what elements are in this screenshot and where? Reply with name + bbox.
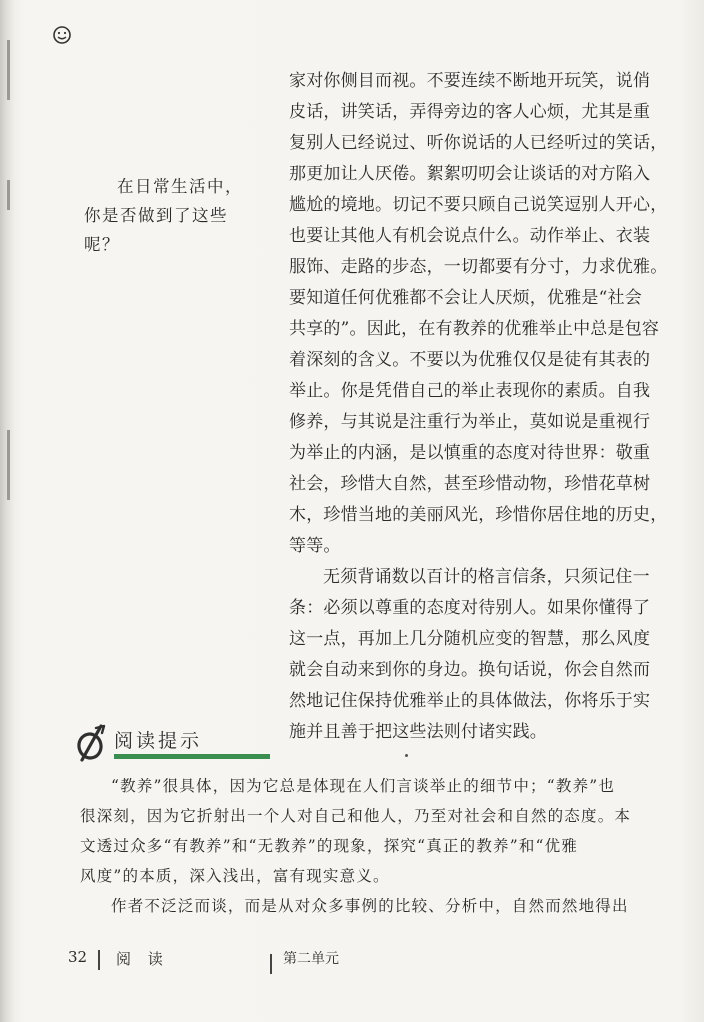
body-line: 这一点，再加上几分随机应变的智慧，那么风度: [289, 629, 651, 649]
body-line: 共享的”。因此，在有教养的优雅举止中总是包容: [289, 319, 660, 339]
body-line: 条：必须以尊重的态度对待别人。如果你懂得了: [289, 598, 651, 618]
body-line: 然地记住保持优雅举止的具体做法，你将乐于实: [289, 691, 651, 711]
reading-hint-icon: [74, 722, 108, 764]
body-line: 为举止的内涵，是以慎重的态度对待世界：敬重: [289, 443, 651, 463]
body-line: 那更加让人厌倦。絮絮叨叨会让谈话的对方陷入: [289, 164, 651, 184]
body-line: 举止。你是凭借自己的举止表现你的素质。自我: [289, 381, 651, 401]
book-name: 阅 读: [116, 950, 169, 968]
binding-mark: [7, 40, 10, 100]
main-body-text: [289, 66, 668, 748]
page-number: 32: [68, 948, 88, 966]
reading-hint-underline: [114, 754, 270, 759]
hint-line: 作者不泛泛而谈，而是从对众多事例的比较、分析中，自然而然地得出: [111, 897, 629, 915]
reading-hint-title: 阅读提示: [114, 730, 203, 752]
hint-line: 文透过众多“有教养”和“无教养”的现象，探究“真正的教养”和“优雅: [80, 837, 579, 855]
body-line: 着深刻的含义。不要以为优雅仅仅是徒有其表的: [289, 350, 651, 370]
body-line: 尴尬的境地。切记不要只顾自己说笑逗别人开心，: [289, 195, 668, 215]
hint-line: “教养”很具体，因为它总是体现在人们言谈举止的细节中；“教养”也: [111, 777, 616, 795]
side-note-line: 你是否做到了这些: [84, 206, 228, 225]
body-line: 也要让其他人有机会说点什么。动作举止、衣装: [289, 226, 651, 246]
decorative-dot: [405, 754, 408, 757]
body-line: 要知道任何优雅都不会让人厌烦，优雅是“社会: [289, 288, 642, 308]
binding-edge: [0, 0, 14, 1022]
body-line: 服饰、走路的步态，一切都要有分寸，力求优雅。: [289, 257, 668, 277]
body-line: 木，珍惜当地的美丽风光，珍惜你居住地的历史，: [289, 505, 668, 525]
body-line: 修养，与其说是注重行为举止，莫如说是重视行: [289, 412, 651, 432]
reading-hint-header: [74, 722, 234, 766]
body-line: 皮话，讲笑话，弄得旁边的客人心烦，尤其是重: [289, 102, 651, 122]
binding-mark: [7, 430, 10, 500]
side-note: [84, 172, 260, 259]
body-line: 无须背诵数以百计的格言信条，只须记住一: [323, 567, 650, 587]
body-line: 社会，珍惜大自然，甚至珍惜动物，珍惜花草树: [289, 474, 651, 494]
body-line: 施并且善于把这些法则付诸实践。: [289, 722, 547, 742]
smiley-face-icon: [52, 25, 72, 45]
footer-separator: [98, 950, 100, 970]
side-note-line: 在日常生活中，: [117, 177, 243, 196]
body-line: 家对你侧目而视。不要连续不断地开玩笑，说俏: [289, 71, 651, 91]
hint-line: 风度”的本质，深入浅出，富有现实意义。: [80, 867, 390, 885]
body-line: 复别人已经说过、听你说话的人已经听过的笑话，: [289, 133, 668, 153]
unit-name: 第二单元: [283, 951, 339, 967]
binding-mark: [7, 180, 10, 210]
body-line: 等等。: [289, 536, 341, 556]
reading-hint-text: [80, 771, 642, 921]
side-note-line: 呢？: [84, 235, 120, 254]
hint-line: 很深刻，因为它折射出一个人对自己和他人，乃至对社会和自然的态度。本: [80, 807, 632, 825]
footer-separator: [270, 954, 272, 974]
body-line: 就会自动来到你的身边。换句话说，你会自然而: [289, 660, 651, 680]
